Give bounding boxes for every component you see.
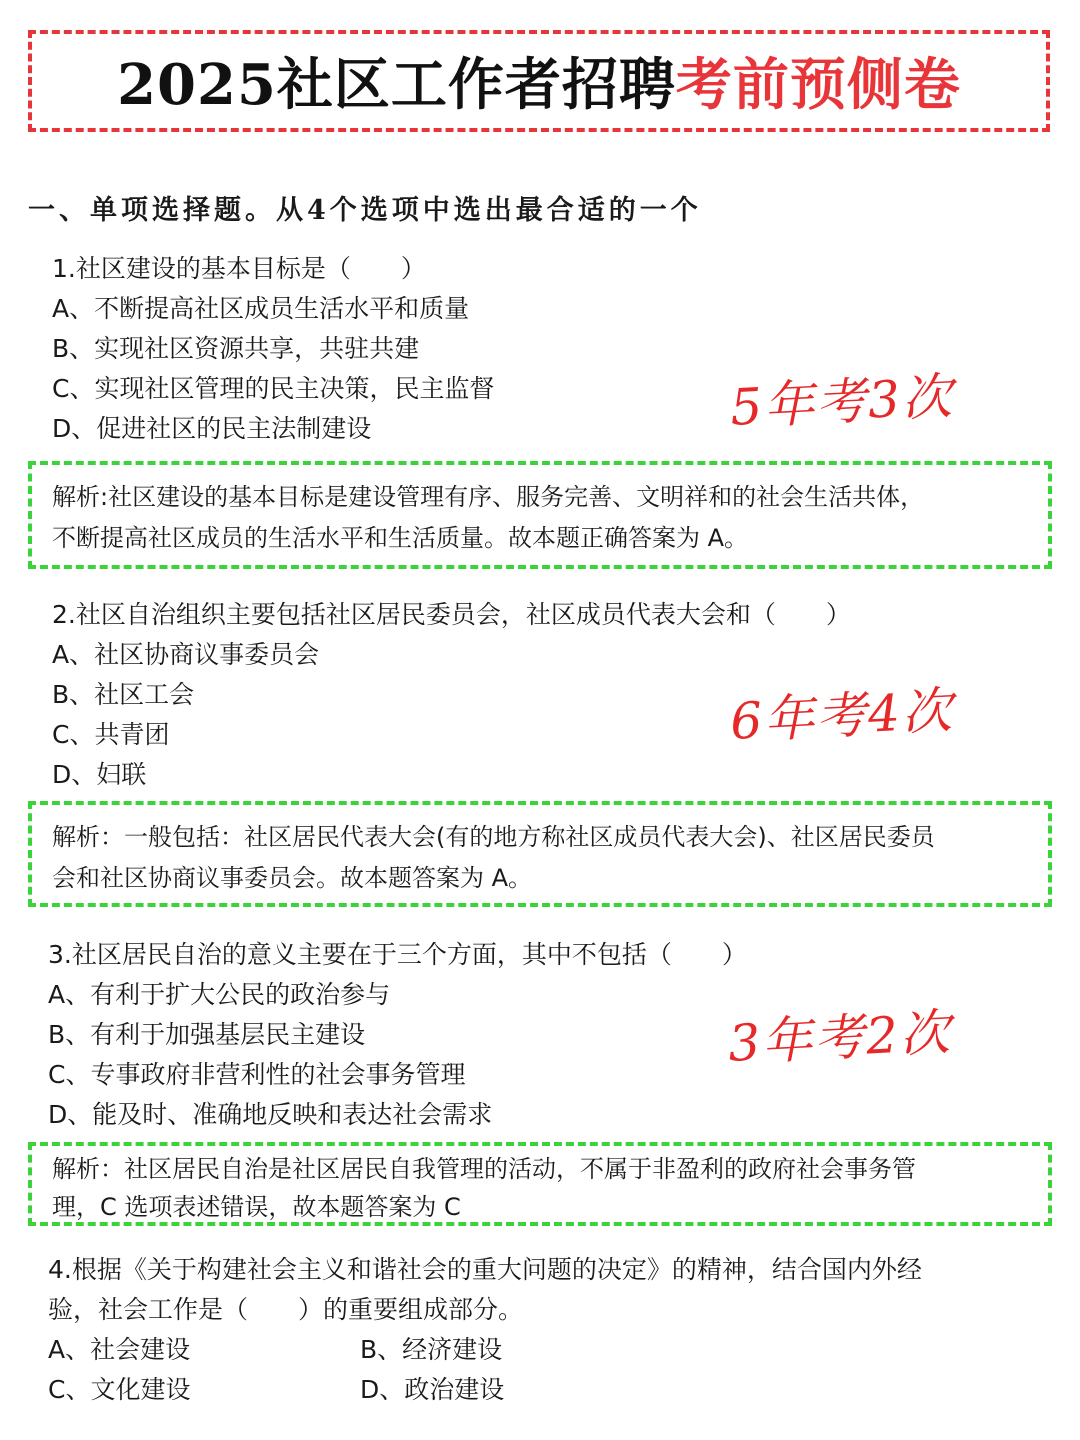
- option-d: D、妇联: [52, 760, 147, 789]
- option-a: A、不断提高社区成员生活水平和质量: [52, 294, 470, 323]
- title-box: [28, 30, 1050, 132]
- option-b: B、实现社区资源共享，共驻共建: [52, 334, 420, 363]
- option-b: B、经济建设: [360, 1335, 503, 1364]
- handwritten-note: 5年考3次: [728, 367, 956, 437]
- question-stem: 3.社区居民自治的意义主要在于三个方面，其中不包括（ ）: [48, 940, 747, 969]
- question-stem: 验，社会工作是（ ）的重要组成部分。: [48, 1295, 524, 1324]
- analysis-line: 不断提高社区成员的生活水平和生活质量。故本题正确答案为 A。: [52, 524, 749, 552]
- page-title-highlight: 考前预侧卷: [675, 52, 961, 118]
- option-c: C、文化建设: [48, 1375, 191, 1404]
- analysis-line: 解析:社区建设的基本目标是建设管理有序、服务完善、文明祥和的社会生活共体，: [52, 483, 925, 511]
- option-c: C、专事政府非营利性的社会事务管理: [48, 1060, 466, 1089]
- page-title-main: 2025社区工作者招聘: [117, 52, 676, 118]
- handwritten-note: 3年考2次: [726, 1003, 954, 1073]
- option-d: D、政治建设: [360, 1375, 505, 1404]
- question-stem: 2.社区自治组织主要包括社区居民委员会，社区成员代表大会和（ ）: [52, 600, 851, 629]
- handwritten-note: 6年考4次: [728, 681, 956, 751]
- question-1: [52, 249, 494, 449]
- option-b: B、社区工会: [52, 680, 195, 709]
- option-a: A、社区协商议事委员会: [52, 640, 320, 669]
- analysis-line: 解析：一般包括：社区居民代表大会(有的地方称社区成员代表大会)、社区居民委员: [52, 823, 935, 851]
- option-c: C、共青团: [52, 720, 170, 749]
- analysis-line: 理，C 选项表述错误，故本题答案为 C: [52, 1193, 461, 1221]
- analysis-box: [28, 801, 1052, 907]
- option-d: D、促进社区的民主法制建设: [52, 414, 372, 443]
- question-3: [48, 935, 747, 1135]
- question-stem: 4.根据《关于构建社会主义和谐社会的重大问题的决定》的精神，结合国内外经: [48, 1255, 922, 1284]
- analysis-box: [28, 1142, 1052, 1226]
- option-b: B、有利于加强基层民主建设: [48, 1020, 366, 1049]
- question-stem: 1.社区建设的基本目标是（ ）: [52, 254, 426, 283]
- analysis-line: 解析：社区居民自治是社区居民自我管理的活动，不属于非盈利的政府社会事务管: [52, 1155, 916, 1183]
- analysis-line: 会和社区协商议事委员会。故本题答案为 A。: [52, 864, 533, 892]
- option-a: A、有利于扩大公民的政治参与: [48, 980, 391, 1009]
- option-d: D、能及时、准确地反映和表达社会需求: [48, 1100, 493, 1129]
- option-a: A、社会建设: [48, 1335, 191, 1364]
- question-4: [48, 1250, 922, 1330]
- option-c: C、实现社区管理的民主决策，民主监督: [52, 374, 495, 403]
- analysis-box: [28, 461, 1052, 569]
- section-heading: 一、单项选择题。从4个选项中选出最合适的一个: [28, 195, 702, 226]
- page-title: [117, 41, 961, 121]
